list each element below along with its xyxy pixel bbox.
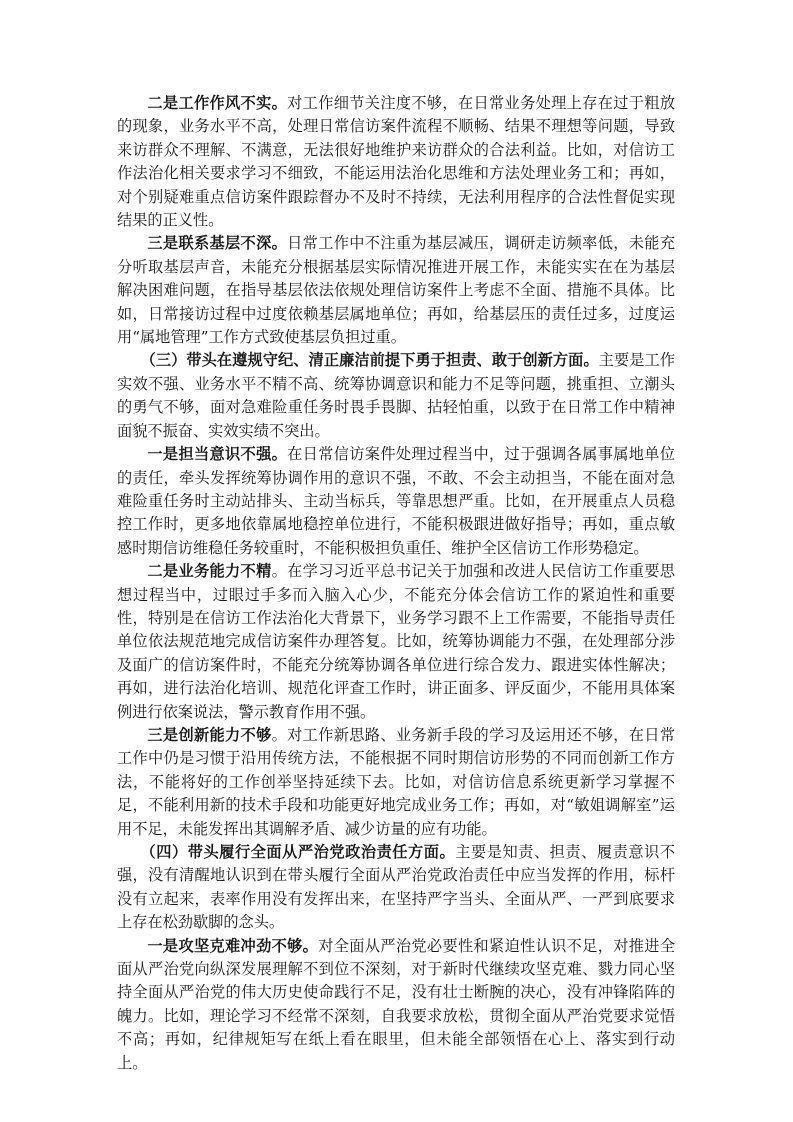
section-heading-paragraph-3: [117, 349, 675, 443]
paragraph-grassroots-contact: [117, 232, 675, 349]
document-page: [117, 92, 675, 1075]
section-body: 主要是知责、担责、履责意识不强，没有清醒地认识到在带头履行全面从严治党政治责任中应当发挥的作用，标杆没有立起来，表率作用没有发挥出来，在坚持严字当头、全面从严、一严到底要求上存在松劲歇脚的念头。: [117, 843, 676, 932]
paragraph-body: 对全面从严治党必要性和紧迫性认识不足，对推进全面从严治党向纵深发展理解不到位不深刻，对于新时代继续攻坚克难、戮力同心坚持全面从严治党的伟大历史使命践行不足，没有壮士断腕的决心，没有冲锋陷阵的魄力。比如，理论学习不经常不深刻，自我要求放松，贯彻全面从严治党要求觉悟不高；再如，纪律规矩写在纸上看在眼里，但未能全部领悟在心上、落实到行动上。: [117, 936, 676, 1072]
section-body: 主要是工作实效不强、业务水平不精不高、统筹协调意识和能力不足等问题，挑重担、立潮头的勇气不够，面对急难险重任务时畏手畏脚、拈轻怕重，以致于在日常工作中精神面貌不振奋、实效实绩不突出。: [117, 351, 676, 440]
paragraph-body: 在日常信访案件处理过程当中，过于强调各属事属地单位的责任，牵头发挥统筹协调作用的意识不强，不敢、不会主动担当，不能在面对急难险重任务时主动站排头、主动当标兵，等靠思想严重。比如，在开展重点人员稳控工作时，更多地依靠属地稳控单位进行，不能积极跟进做好指导；再如，重点敏感时期信访维稳任务较重时，不能积极担负重任、维护全区信访工作形势稳定。: [117, 445, 676, 557]
section-heading-paragraph-4: [117, 841, 675, 935]
paragraph-body: 对工作细节关注度不够，在日常业务处理上存在过于粗放的现象，业务水平不高，处理日常信访案件流程不顺畅、结果不理想等问题，导致来访群众不理解、不满意，无法很好地维护来访群众的合法利益。比如，对信访工作法治化相关要求学习不细致，不能运用法治化思维和方法处理业务工和；再如，对个别疑难重点信访案件跟踪督办不及时不持续，无法利用程序的合法性督促实现结果的正义性。: [117, 94, 676, 230]
paragraph-heading: 一是担当意识不强。: [147, 445, 288, 464]
paragraph-heading: 三是联系基层不深。: [147, 234, 288, 253]
section-heading: （四）带头履行全面从严治党政治责任方面。: [140, 843, 456, 861]
paragraph-business-ability: [117, 560, 675, 724]
paragraph-innovation: [117, 724, 675, 841]
paragraph-work-style: [117, 92, 675, 232]
paragraph-responsibility: [117, 443, 675, 560]
paragraph-heading: 三是创新能力不够: [147, 725, 272, 744]
section-heading: （三）带头在遵规守纪、清正廉洁前提下勇于担责、敢于创新方面。: [140, 351, 599, 370]
paragraph-body: 。在学习习近平总书记关于加强和改进人民信访工作重要思想过程当中，过眼过手多而入脑入心少，不能充分体会信访工作的紧迫性和重要性，特别是在信访工作法治化大背景下，业务学习跟不上工作需要，不能指导责任单位依法规范地完成信访案件办理答复。比如，统筹协调能力不强，在处理部分涉及面广的信访案件时，不能充分统筹协调各单位进行综合发力、跟进实体性解决；再如，进行法治化培训、规范化评查工作时，讲正面多、评反面少，不能用具体案例进行依案说法，警示教育作用不强。: [117, 562, 676, 721]
paragraph-heading: 一是攻坚克难冲劲不够。: [147, 936, 319, 955]
paragraph-body: 。对工作新思路、业务新手段的学习及运用还不够，在日常工作中仍是习惯于沿用传统方法，不能根据不同时期信访形势的不同而创新工作方法，不能将好的工作创举坚持延续下去。比如，对信访信息系统更新学习掌握不足，不能利用新的技术手段和功能更好地完成业务工作；再如，对“敏姐调解室”运用不足，未能发挥出其调解矛盾、减少访量的应有功能。: [117, 725, 676, 838]
paragraph-heading: 二是业务能力不精: [147, 562, 272, 581]
paragraph-body: 日常工作中不注重为基层减压，调研走访频率低，未能充分听取基层声音，未能充分根据基层实际情况推进开展工作，未能实实在在为基层解决困难问题，在指导基层依法依规处理信访案件上考虑不全面、措施不具体。比如，日常接访过程中过度依赖基层属地单位；再如，给基层压的责任过多，过度运用“属地管理”工作方式致使基层负担过重。: [117, 234, 676, 347]
paragraph-tackle-difficulties: [117, 935, 675, 1075]
paragraph-heading: 二是工作作风不实。: [147, 94, 288, 112]
